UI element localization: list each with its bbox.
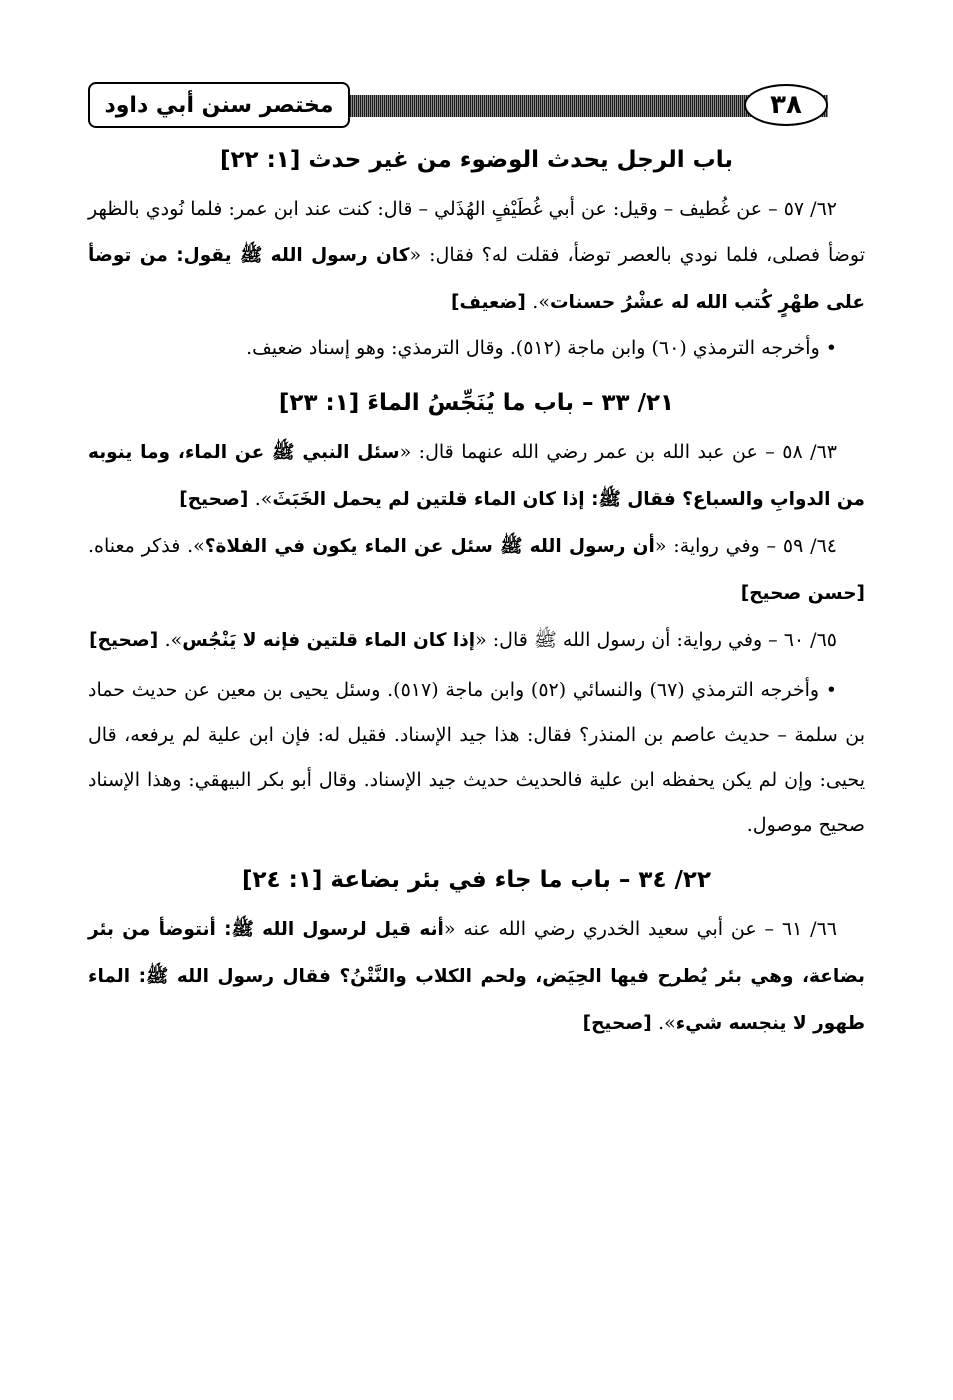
hadith-65-intro: ٦٥/ ٦٠ – وفي رواية: أن رسول الله ﷺ قال: «	[475, 629, 837, 651]
hadith-62-intro: ٦٢/ ٥٧ – عن غُطيف – وقيل: عن أبي غُطَيْفٍ الهُذَلي – قال: كنت عند ابن عمر: فلما نُودي بالظهر توضأ فصلى، فلما نودي بالعصر توضأ، فقلت له؟ فقال: «	[88, 198, 865, 266]
chapter-title-2: ٢١/ ٣٣ – باب ما يُنَجِّسُ الماءَ [١: ٢٣]	[278, 390, 675, 416]
hadith-63-intro: ٦٣/ ٥٨ – عن عبد الله بن عمر رضي الله عنهما قال: «	[399, 441, 837, 463]
page-number: ٣٨	[744, 84, 828, 126]
hadith-62-close: ».	[532, 291, 550, 313]
hadith-66-intro: ٦٦/ ٦١ – عن أبي سعيد الخدري رضي الله عنه «	[443, 918, 837, 940]
chapter-title-1: باب الرجل يحدث الوضوء من غير حدث [١: ٢٢]	[219, 147, 733, 173]
hadith-65-text: إذا كان الماء قلتين فإنه لا يَنْجُس	[182, 630, 476, 651]
hadith-64-intro: ٦٤/ ٥٩ – وفي رواية: «	[654, 535, 837, 557]
hadith-66	[88, 906, 865, 1047]
hadith-64	[88, 523, 865, 617]
hadith-64-grade: [حسن صحيح]	[740, 583, 865, 604]
hadith-63	[88, 429, 865, 523]
page-header	[88, 82, 868, 130]
hadith-63-close: ».	[254, 488, 273, 510]
hadith-62-text: كان رسول الله ﷺ يقول: من توضأ على طهْرٍ كُتب الله له عشْرُ حسنات	[88, 245, 865, 313]
page-content	[88, 138, 865, 1047]
hadith-66-grade: [صحيح]	[582, 1013, 659, 1034]
hadith-65	[88, 617, 865, 664]
hadith-64-close: ». فذكر معناه.	[88, 535, 205, 557]
takhrij-note-2: • وأخرجه الترمذي (٦٧) والنسائي (٥٢) وابن ماجة (٥١٧). وسئل يحيى بن معين عن حديث حماد بن سلمة – حديث عاصم بن المنذر؟ فقال: هذا جيد الإسناد. فقيل له: فإن ابن علية لم يرفعه، قال يحيى: وإن لم يكن يحفظه ابن علية فالحديث حديث جيد الإسناد. وقال أبو بكر البيهقي: وهذا الإسناد صحيح موصول.	[88, 679, 865, 836]
hadith-65-close: ».	[164, 629, 183, 651]
takhrij-note-1: • وأخرجه الترمذي (٦٠) وابن ماجة (٥١٢). وقال الترمذي: وهو إسناد ضعيف.	[246, 337, 837, 359]
hadith-66-close: ».	[658, 1012, 676, 1034]
book-title: مختصر سنن أبي داود	[88, 82, 350, 128]
hadith-64-text: أن رسول الله ﷺ سئل عن الماء يكون في الفلاة؟	[204, 536, 655, 557]
hadith-63-text: سئل النبي ﷺ عن الماء، وما ينوبه من الدوابِ والسباع؟ فقال ﷺ: إذا كان الماء قلتين لم يحمل الخَبَثَ	[88, 442, 865, 510]
hadith-62-grade: [ضعيف]	[451, 292, 533, 313]
hadith-63-grade: [صحيح]	[179, 489, 255, 510]
hadith-66-text: أنه قيل لرسول الله ﷺ: أنتوضأ من بئر بضاعة، وهي بئر يُطرح فيها الحِيَض، ولحم الكلاب والنَّتْنُ؟ فقال رسول الله ﷺ: الماء طهور لا ينجسه شيء	[88, 919, 865, 1034]
chapter-title-3: ٢٢/ ٣٤ – باب ما جاء في بئر بضاعة [١: ٢٤]	[242, 867, 711, 893]
hadith-62	[88, 186, 865, 326]
hadith-65-grade: [صحيح]	[89, 630, 165, 651]
